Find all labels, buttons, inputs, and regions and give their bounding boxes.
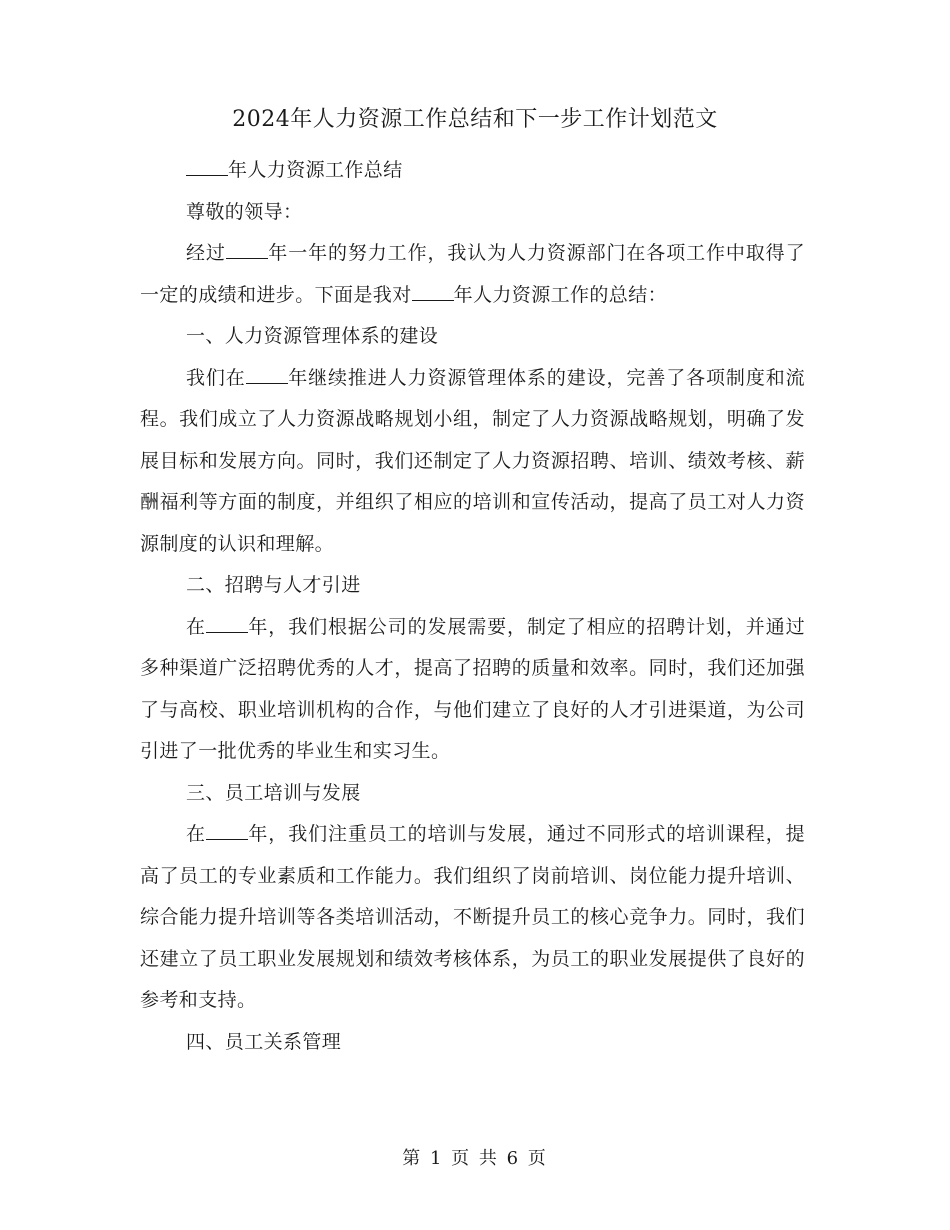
section2-text-1: 在 xyxy=(186,615,206,638)
section-heading-2: 二、招聘与人才引进 xyxy=(186,574,361,596)
section-paragraph-3 xyxy=(140,814,805,1022)
subtitle xyxy=(140,150,805,192)
section3-text-1: 在 xyxy=(186,823,206,845)
section-paragraph-1 xyxy=(140,358,805,566)
blank-underline xyxy=(206,825,248,840)
section1-text-2: 年继续推进人力资源管理体系的建设，完善了各项制度和流程。我们成立了人力资源战略规划小组，制定了人力资源战略规划，明确了发展目标和发展方向。同时，我们还制定了人力资源招聘、培训、绩效考核、薪酬福利等方面的制度，并组织了相应的培训和宣传活动，提高了员工对人力资源制度的认识和理解。 xyxy=(140,366,806,555)
intro-text-2: 年一年的努力工作，我认为人力资源部门在各项工作中取得了一定的成绩和进步。下面是我对 xyxy=(140,242,805,306)
subtitle-text: 年人力资源工作总结 xyxy=(228,159,403,181)
section1-text-1: 我们在 xyxy=(186,366,246,389)
section3-text-2: 年，我们注重员工的培训与发展，通过不同形式的培训课程，提高了员工的专业素质和工作能力。我们组织了岗前培训、岗位能力提升培训、综合能力提升培训等各类培训活动，不断提升员工的核心竞争力。同时，我们还建立了员工职业发展规划和绩效考核体系，为员工的职业发展提供了良好的参考和支持。 xyxy=(140,823,806,1011)
blank-underline xyxy=(246,369,288,384)
document-body xyxy=(140,150,805,1063)
section-paragraph-2 xyxy=(140,607,805,773)
blank-underline xyxy=(226,244,268,259)
section-heading-3: 三、员工培训与发展 xyxy=(186,781,361,804)
intro-text-1: 经过 xyxy=(186,242,226,264)
section2-text-2: 年，我们根据公司的发展需要，制定了相应的招聘计划，并通过多种渠道广泛招聘优秀的人才，提高了招聘的质量和效率。同时，我们还加强了与高校、职业培训机构的合作，与他们建立了良好的人才引进渠道，为公司引进了一批优秀的毕业生和实习生。 xyxy=(140,615,806,762)
section-heading-1: 一、人力资源管理体系的建设 xyxy=(186,325,439,347)
intro-paragraph xyxy=(140,233,805,316)
salutation: 尊敬的领导： xyxy=(186,200,303,223)
blank-underline xyxy=(186,161,228,176)
document-title: 2024年人力资源工作总结和下一步工作计划范文 xyxy=(232,107,718,132)
blank-underline xyxy=(206,618,248,633)
page-number-footer: 第 1 页 共 6 页 xyxy=(402,1148,548,1169)
section-heading-4: 四、员工关系管理 xyxy=(186,1030,342,1053)
blank-underline xyxy=(412,286,454,301)
intro-text-3: 年人力资源工作的总结： xyxy=(453,283,668,306)
